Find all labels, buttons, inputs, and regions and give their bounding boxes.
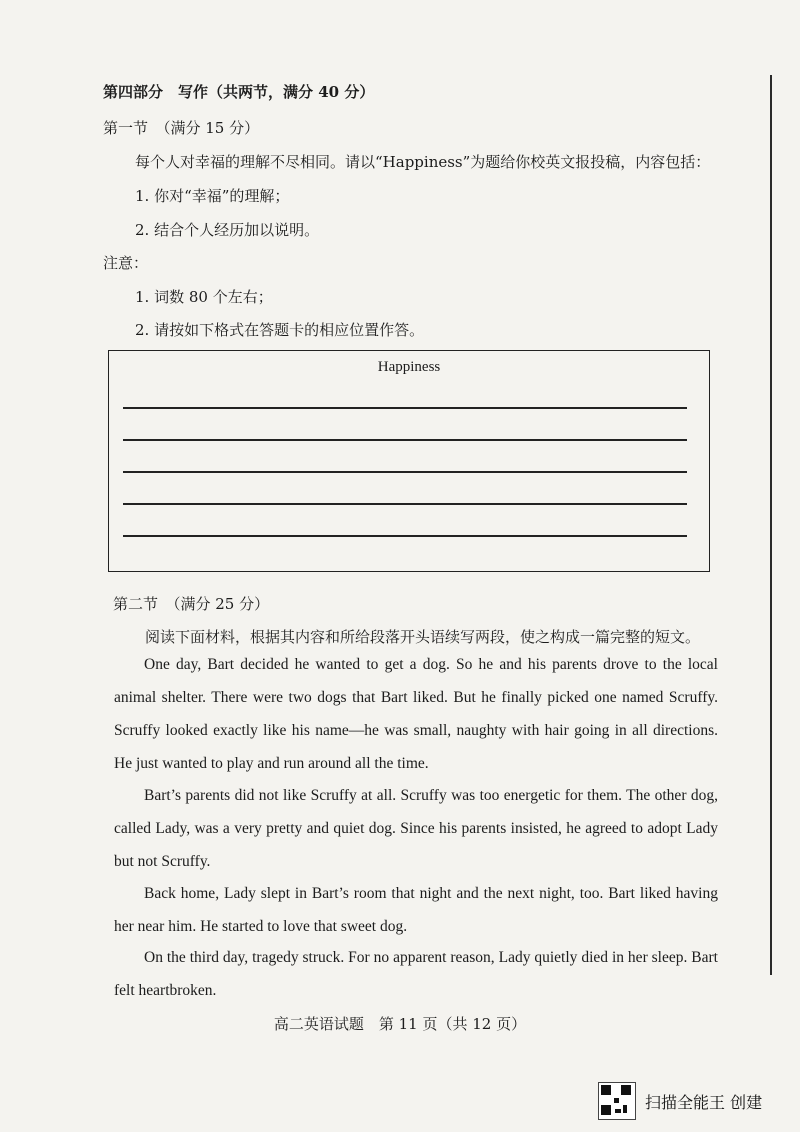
writing-line — [123, 535, 687, 537]
section2-instruction: 阅读下面材料，根据其内容和所给段落开头语续写两段，使之构成一篇完整的短文。 — [145, 628, 701, 646]
writing-line — [123, 503, 687, 505]
section1-point-1: 1. 你对“幸福”的理解； — [135, 187, 290, 205]
qr-code-icon — [598, 1082, 636, 1120]
note-2: 2. 请按如下格式在答题卡的相应位置作答。 — [135, 321, 425, 339]
story-paragraph-3: Back home, Lady slept in Bart’s room that night and the next night, too. Bart liked having her near him. He started to love that sweet dog. — [114, 885, 718, 935]
answer-box — [108, 350, 710, 572]
right-margin-rule — [770, 75, 772, 975]
section1-title: 第一节 （满分 15 分） — [103, 119, 260, 137]
answer-box-title: Happiness — [377, 359, 441, 375]
story-paragraph-4: On the third day, tragedy struck. For no apparent reason, Lady quietly died in her sleep. Bart felt heartbroken. — [114, 949, 718, 999]
part-title: 第四部分 写作（共两节，满分 40 分） — [103, 83, 375, 101]
note-1: 1. 词数 80 个左右； — [135, 288, 273, 306]
note-label: 注意： — [103, 254, 149, 272]
writing-line — [123, 439, 687, 441]
page-footer: 高二英语试题 第 11 页（共 12 页） — [273, 1015, 527, 1033]
scanner-watermark: 扫描全能王 创建 — [645, 1093, 763, 1112]
writing-line — [123, 407, 687, 409]
section1-point-2: 2. 结合个人经历加以说明。 — [135, 221, 320, 239]
section2-title: 第二节 （满分 25 分） — [113, 595, 270, 613]
writing-line — [123, 471, 687, 473]
story-paragraph-2: Bart’s parents did not like Scruffy at all. Scruffy was too energetic for them. The other dog, called Lady, was a very pretty and quiet dog. Since his parents insisted, he agreed to adopt Lady but not Scruffy. — [114, 787, 718, 870]
story-paragraph-1: One day, Bart decided he wanted to get a dog. So he and his parents drove to the local animal shelter. There were two dogs that Bart liked. But he finally picked one named Scruffy. Scruffy looked exactly like his name—he was small, naughty with hair going in all directions. He just wanted to play and run around all the time. — [114, 656, 718, 772]
section1-prompt: 每个人对幸福的理解不尽相同。请以“Happiness”为题给你校英文报投稿，内容包括： — [135, 153, 711, 171]
